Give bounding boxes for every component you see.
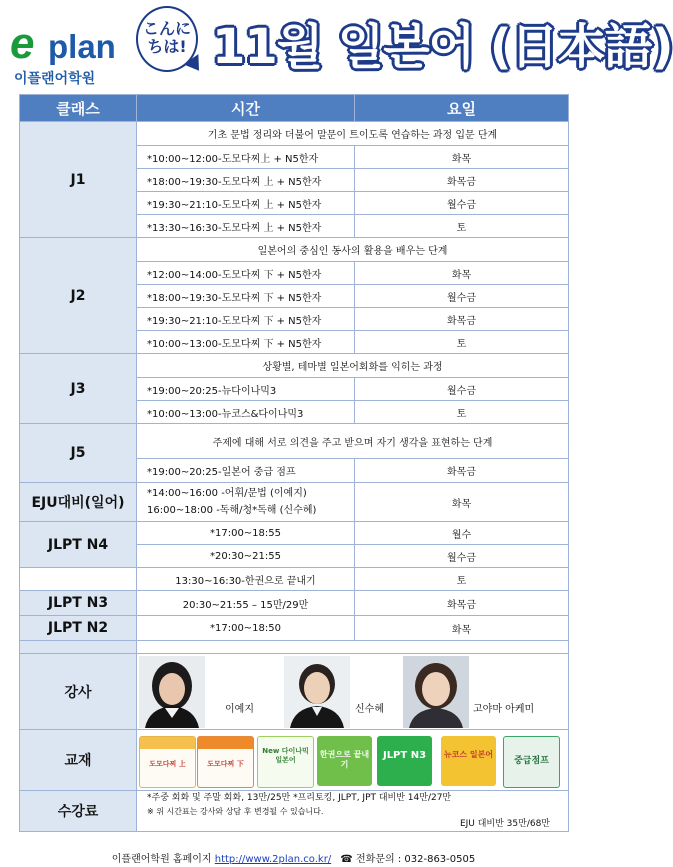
teacher-name-3: 고야마 아케미	[473, 704, 535, 715]
fee-line-3: EJU 대비반 35만/68만	[459, 818, 550, 829]
days-cell: 화목	[355, 616, 569, 641]
teacher-name-1: 이예지	[225, 704, 254, 715]
class-description: 일본어의 중심인 동사의 활용을 배우는 단계	[137, 238, 569, 262]
page-title: 11월 일본어 (日本語)	[212, 19, 673, 75]
footer	[0, 850, 587, 865]
books-row	[20, 730, 569, 791]
table-row	[20, 354, 569, 378]
bubble-line-2: ちは!	[147, 37, 187, 56]
time-cell: *19:30~21:10-도모다찌 下 + N5한자	[137, 308, 355, 331]
class-j5: J5	[20, 424, 137, 483]
class-j1: J1	[20, 122, 137, 238]
class-j3: J3	[20, 354, 137, 424]
time-cell: *19:30~21:10-도모다찌 上 + N5한자	[137, 192, 355, 215]
fee-row	[20, 791, 569, 832]
time-cell: *19:00~20:25-뉴다이나믹3	[137, 378, 355, 401]
days-cell: 월수금	[355, 378, 569, 401]
teacher-photo-1	[139, 656, 205, 728]
class-j2: J2	[20, 238, 137, 354]
time-cell	[137, 483, 355, 522]
empty-class-cell	[20, 568, 137, 591]
spacer-row	[20, 641, 569, 654]
time-cell: *18:00~19:30-도모다찌 上 + N5한자	[137, 169, 355, 192]
days-cell: 화목금	[355, 169, 569, 192]
class-description: 상황별, 테마별 일본어회화를 익히는 과정	[137, 354, 569, 378]
book-cover-1: 도모다찌 上	[139, 736, 196, 788]
homepage-label: 이플랜어학원 홈페이지	[111, 854, 212, 865]
book-cover-3: New 다이나믹 일본어	[257, 736, 314, 788]
time-cell: *17:00~18:50	[137, 616, 355, 641]
days-cell: 토	[355, 568, 569, 591]
class-description: 주제에 대해 서로 의견을 주고 받으며 자기 생각을 표현하는 단계	[137, 424, 569, 459]
time-cell: *10:00~12:00-도모다찌上 + N5한자	[137, 146, 355, 169]
class-description: 기초 문법 정리와 더불어 말문이 트이도록 연습하는 과정 입문 단계	[137, 122, 569, 146]
bubble-line-1: こんに	[142, 19, 191, 38]
table-row	[20, 616, 569, 641]
time-cell: *19:00~20:25-일본어 중급 점프	[137, 459, 355, 483]
teacher-photo-3	[403, 656, 469, 728]
eju-time-line-2: 16:00~18:00 -독해/청*독해 (신수혜)	[147, 505, 317, 516]
books-cell	[137, 730, 569, 791]
time-cell: *10:00~13:00-뉴코스&다이나믹3	[137, 401, 355, 424]
book-cover-7: 중급점프	[503, 736, 560, 788]
book-cover-2: 도모다찌 下	[197, 736, 254, 788]
time-cell: *12:00~14:00-도모다찌 下 + N5한자	[137, 262, 355, 285]
class-eju: EJU대비(일어)	[20, 483, 137, 522]
table-row	[20, 591, 569, 616]
class-jlpt-n3: JLPT N3	[20, 591, 137, 616]
header-class: 클래스	[20, 95, 137, 122]
book-cover-4: 한권으로 끝내기	[317, 736, 372, 786]
book-cover-5: JLPT N3	[377, 736, 432, 786]
teachers-label: 강사	[20, 654, 137, 730]
days-cell: 화목금	[355, 591, 569, 616]
phone-info: ☎ 전화문의 : 032-863-0505	[340, 854, 476, 865]
time-cell: 13:30~16:30-한권으로 끝내기	[137, 568, 355, 591]
header-days: 요일	[355, 95, 569, 122]
fee-line-1: *주중 회화 및 주말 회화, 13만/25만 *프리토킹, JLPT, JPT 대비반 14만/27만	[147, 792, 452, 803]
logo-e: e	[10, 19, 35, 68]
fee-label: 수강료	[20, 791, 137, 832]
days-cell: 토	[355, 331, 569, 354]
logo-plan: plan	[48, 28, 116, 65]
time-cell: *17:00~18:55	[137, 522, 355, 545]
table-row	[20, 122, 569, 146]
time-cell: 20:30~21:55 – 15만/29만	[137, 591, 355, 616]
teachers-cell	[137, 654, 569, 730]
days-cell: 월수금	[355, 285, 569, 308]
table-row	[20, 522, 569, 545]
table-row	[20, 568, 569, 591]
days-cell: 토	[355, 401, 569, 424]
header-time: 시간	[137, 95, 355, 122]
fee-line-2: ※ 위 시간표는 강사와 상담 후 변경될 수 있습니다.	[147, 806, 324, 816]
days-cell: 화목	[355, 483, 569, 522]
days-cell: 월수금	[355, 192, 569, 215]
header	[0, 0, 673, 92]
table-row	[20, 424, 569, 459]
book-cover-6: 뉴코스 일본어	[441, 736, 496, 786]
schedule-table	[19, 94, 569, 832]
days-cell: 화목	[355, 146, 569, 169]
teacher-name-2: 신수혜	[355, 704, 384, 715]
eju-time-line-1: *14:00~16:00 -어휘/문법 (이예지)	[147, 488, 307, 499]
logo-subtitle: 이플랜어학원	[14, 71, 96, 87]
books-label: 교재	[20, 730, 137, 791]
days-cell: 화목금	[355, 308, 569, 331]
days-cell: 월수	[355, 522, 569, 545]
days-cell: 월수금	[355, 545, 569, 568]
days-cell: 토	[355, 215, 569, 238]
class-jlpt-n2: JLPT N2	[20, 616, 137, 641]
table-row	[20, 238, 569, 262]
teachers-row	[20, 654, 569, 730]
class-jlpt-n4: JLPT N4	[20, 522, 137, 568]
time-cell: *18:00~19:30-도모다찌 下 + N5한자	[137, 285, 355, 308]
days-cell: 화목	[355, 262, 569, 285]
fee-cell	[137, 791, 569, 832]
time-cell: *10:00~13:00-도모다찌 下 + N5한자	[137, 331, 355, 354]
teacher-photo-2	[284, 656, 350, 728]
time-cell: *20:30~21:55	[137, 545, 355, 568]
time-cell: *13:30~16:30-도모다찌 上 + N5한자	[137, 215, 355, 238]
days-cell: 화목금	[355, 459, 569, 483]
table-row	[20, 483, 569, 522]
homepage-link[interactable]: http://www.2plan.co.kr/	[214, 854, 332, 865]
table-header-row	[20, 95, 569, 122]
